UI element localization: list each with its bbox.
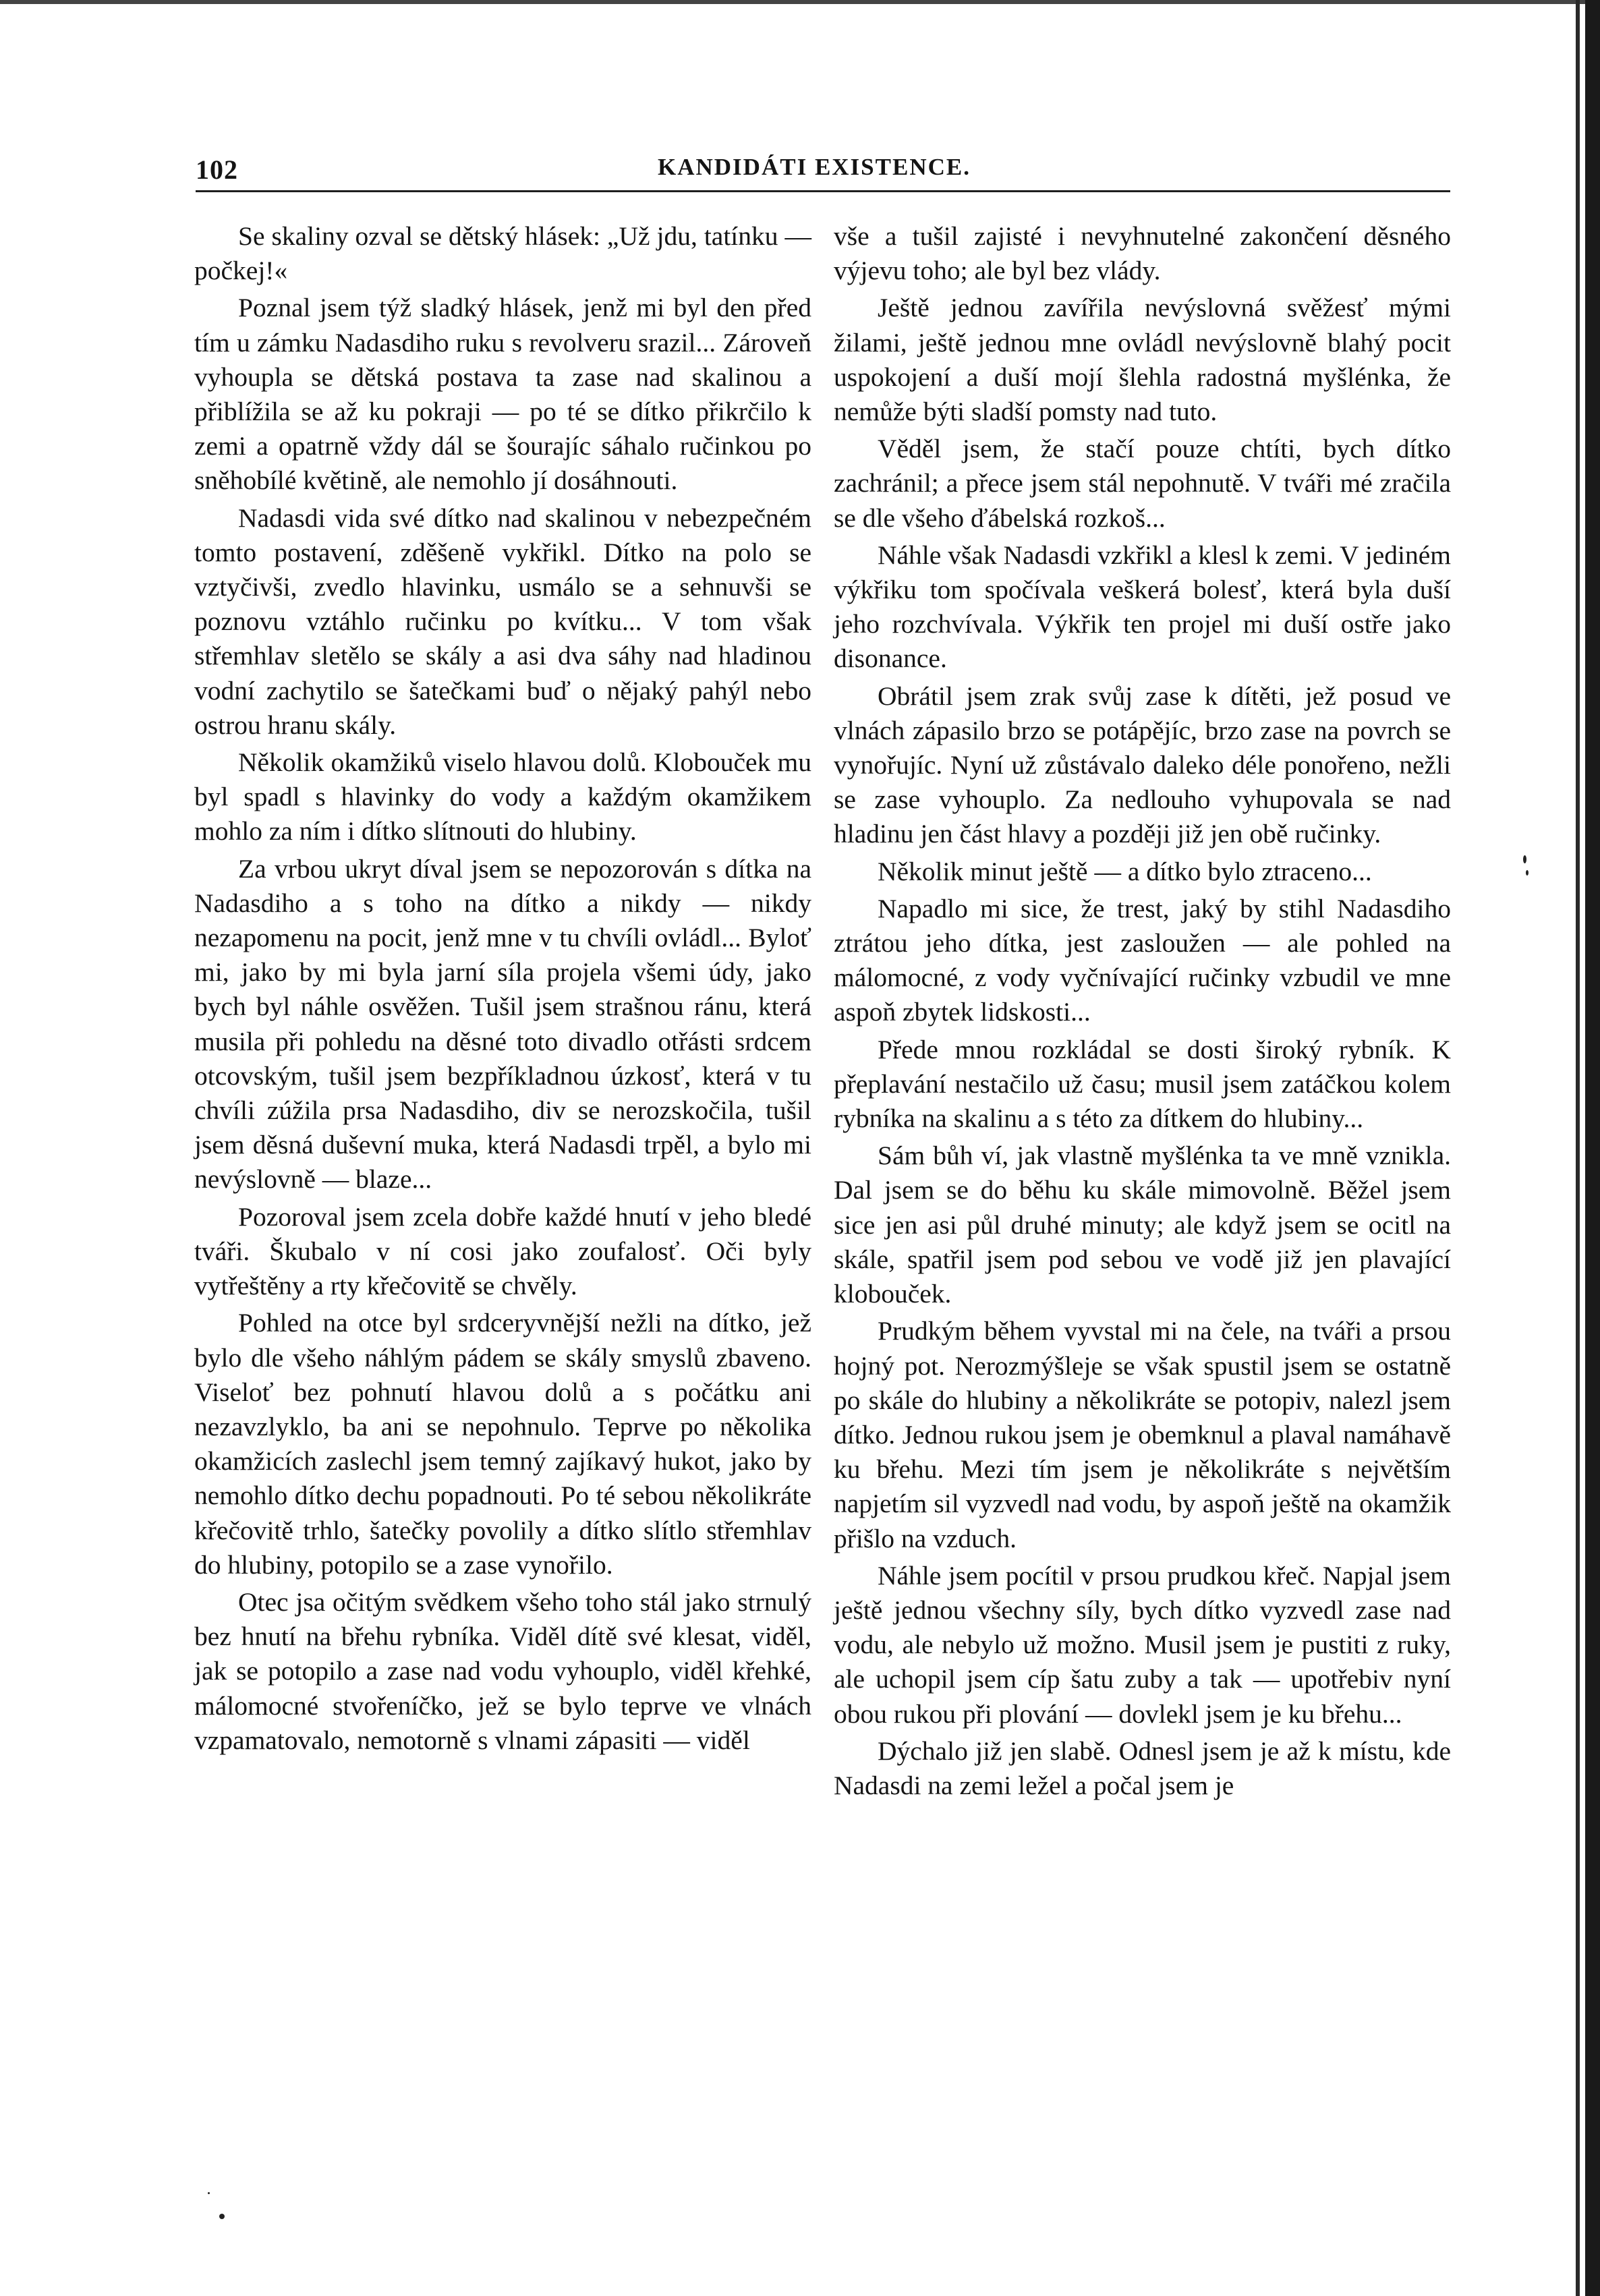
page-header — [196, 154, 1444, 188]
paragraph: Nadasdi vida své dítko nad skalinou v nebezpečném tomto postavení, zděšeně vykřikl. Dítko na polo se vztyčivši, zvedlo hlavinku, usmálo se a sehnuvši se poznovu vztáhlo ručinku po kvítku... V tom však střemhlav sletělo se skály a asi dva sáhy nad hladinou vodní zachytilo se šatečkami buď o nějaký pahýl nebo ostrou hranu skály. — [194, 503, 811, 740]
paragraph: Za vrbou ukryt díval jsem se nepozorován s dítka na Nadasdiho a s toho na dítko a nikdy — nikdy nezapomenu na pocit, jenž mne v tu chvíli ovládl... Byloť mi, jako by mi byla jarní síla projela všemi údy, jako bych byl náhle osvěžen. Tušil jsem strašnou ránu, která musila při pohledu na děsné toto divadlo otřásti srdcem otcovským, tušil jsem bezpříkladnou úzkosť, která v tu chvíli zúžila prsa Nadasdiho, div se nerozskočila, tušil jsem děsná duševní muka, která Nadasdi trpěl, a bylo mi nevýslovně — blaze... — [194, 853, 811, 1195]
scan-speck — [1526, 870, 1528, 876]
paragraph: Obrátil jsem zrak svůj zase k dítěti, jež posud ve vlnách zápasilo brzo se potápějíc, brzo zase na povrch se vynořujíc. Nyní už zůstávalo daleko déle ponořeno, nežli se zase vyhouplo. Za nedlouho vyhupovala se nad hladinu jen část hlavy a později již jen obě ručinky. — [834, 681, 1451, 849]
header-rule — [196, 190, 1450, 192]
running-head: KANDIDÁTI EXISTENCE. — [658, 154, 971, 180]
paragraph: Přede mnou rozkládal se dosti široký rybník. K přeplavání nestačilo už času; musil jsem zatáčkou kolem rybníka na skalinu a s této za dítkem do hlubiny... — [834, 1034, 1451, 1134]
paragraph: Prudkým během vyvstal mi na čele, na tváři a prsou hojný pot. Nerozmýšleje se však spustil jsem se ostatně po skále do hlubiny a několikráte se potopiv, nalezl jsem dítko. Jednou rukou jsem je obemknul a plaval namáhavě ku břehu. Mezi tím jsem je několikráte s největším napjetím sil vyzvedl nad vodu, by aspoň ještě na okamžik přišlo na vzduch. — [834, 1316, 1451, 1553]
paragraph: Dýchalo již jen slabě. Odnesl jsem je až k místu, kde Nadasdi na zemi ležel a počal jsem je — [834, 1735, 1451, 1800]
right-column — [834, 219, 1451, 1806]
scan-speck — [1523, 855, 1526, 863]
paragraph: Pozoroval jsem zcela dobře každé hnutí v jeho bledé tváři. Škubalo v ní cosi jako zoufalosť. Oči byly vytřeštěny a rty křečovitě se chvěly. — [194, 1201, 811, 1301]
paragraph: Věděl jsem, že stačí pouze chtíti, bych dítko zachránil; a přece jsem stál nepohnutě. V tváři mé zračila se dle všeho ďábelská rozkoš... — [834, 434, 1451, 533]
scan-edge-inner — [1576, 0, 1580, 2296]
left-column — [194, 219, 811, 1760]
paragraph: Poznal jsem týž sladký hlásek, jenž mi byl den před tím u zámku Nadasdiho ruku s revolveru srazil... Zároveň vyhoupla se dětská postava ta zase nad skalinou a přiblížila se až ku pokraji — po té se dítko přikrčilo k zemi a opatrně vždy dál se šourajíc sáhalo ručinkou po sněhobílé květině, ale nemohlo jí dosáhnouti. — [194, 293, 811, 496]
paragraph: Několik okamžiků viselo hlavou dolů. Klobouček mu byl spadl s hlavinky do vody a každým okamžikem mohlo za ním i dítko slítnouti do hlubiny. — [194, 747, 811, 846]
paragraph: Sám bůh ví, jak vlastně myšlénka ta ve mně vznikla. Dal jsem se do běhu ku skále mimovolně. Běžel jsem sice jen asi půl druhé minuty; ale když jsem se ocitl na skále, spatřil jsem pod sebou ve vodě již jen plavající klobouček. — [834, 1141, 1451, 1309]
paragraph: Náhle však Nadasdi vzkřikl a klesl k zemi. V jediném výkřiku tom spočívala veškerá bolesť, která byla duší jeho rozchvívala. Výkřik ten projel mi duší ostře jako disonance. — [834, 540, 1451, 674]
paragraph: Několik minut ještě — a dítko bylo ztraceno... — [878, 856, 1372, 886]
paragraph: Náhle jsem pocítil v prsou prudkou křeč. Napjal jsem ještě jednou všechny síly, bych dítko vyzvedl zase nad vodu, ale nebylo už možno. Musil jsem je pustiti z ruky, ale uchopil jsem cíp šatu zuby a tak — upotřebiv nyní obou rukou při plování — dovlekl jsem je ku břehu... — [834, 1560, 1451, 1729]
paragraph: vše a tušil zajisté i nevyhnutelné zakončení děsného výjevu toho; ale byl bez vlády. — [834, 221, 1451, 286]
page-number: 102 — [196, 154, 238, 185]
paragraph: Se skaliny ozval se dětský hlásek: „Už jdu, tatínku — počkej!« — [194, 221, 811, 286]
paragraph: Napadlo mi sice, že trest, jaký by stihl Nadasdiho ztrátou jeho dítka, jest zasloužen — ale pohled na málomocné, z vody vyčnívající ručinky vzbudil ve mne aspoň zbytek lidskosti... — [834, 893, 1451, 1027]
paragraph: Pohled na otce byl srdceryvnější nežli na dítko, jež bylo dle všeho náhlým pádem se skály smyslů zbaveno. Viseloť bez pohnutí hlavou dolů a s počátku ani nezavzlyklo, ba ani se nepohnulo. Teprve po několika okamžicích zaslechl jsem temný zajíkavý hukot, jako by nemohlo dítko dechu popadnouti. Po té sebou několikráte křečovitě trhlo, šatečky povolily a dítko slítlo střemhlav do hlubiny, potopilo se a zase vynořilo. — [194, 1308, 811, 1580]
paragraph: Otec jsa očitým svědkem všeho toho stál jako strnulý bez hnutí na břehu rybníka. Viděl dítě své klesat, viděl, jak se potopilo a zase nad vodu vyhouplo, viděl křehké, málomocné stvořeníčko, jež se bylo teprve ve vlnách vzpamatovalo, nemotorně s vlnami zápasiti — viděl — [194, 1586, 811, 1755]
scan-speck — [208, 2192, 210, 2194]
scan-edge-top — [0, 0, 1600, 4]
scan-edge-right — [1585, 0, 1600, 2296]
paragraph: Ještě jednou zavířila nevýslovná svěžesť mými žilami, ještě jednou mne ovládl nevýslovně blahý pocit uspokojení a duší mojí šlehla radostná myšlénka, že nemůže býti sladší pomsty nad tuto. — [834, 293, 1451, 427]
scan-speck — [219, 2214, 225, 2219]
